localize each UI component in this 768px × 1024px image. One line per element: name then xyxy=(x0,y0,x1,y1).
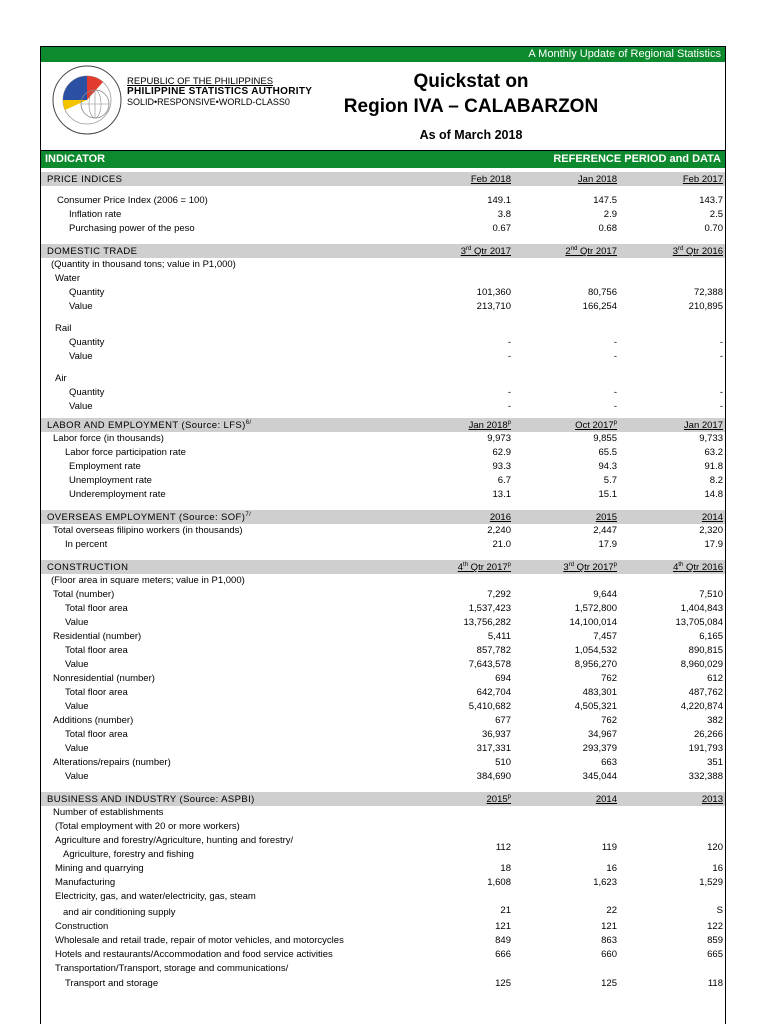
row-value: 384,690 xyxy=(476,771,511,782)
row-value: 0.70 xyxy=(704,223,723,234)
price-row xyxy=(41,222,725,236)
row-label: Residential (number) xyxy=(53,631,142,642)
row-value: 8,960,029 xyxy=(680,659,723,670)
row-label: (Total employment with 20 or more workers) xyxy=(55,821,240,832)
construction-header xyxy=(41,560,725,574)
business-row xyxy=(41,876,725,890)
row-label: (Floor area in square meters; value in P1,000) xyxy=(51,575,245,586)
row-value: - xyxy=(507,337,511,348)
row-value: 125 xyxy=(495,978,511,989)
row-label: and air conditioning supply xyxy=(63,907,176,918)
row-value: 15.1 xyxy=(598,489,617,500)
row-label: Inflation rate xyxy=(69,209,122,220)
row-label: Agriculture, forestry and fishing xyxy=(63,849,194,860)
report-header xyxy=(41,62,725,151)
business-industry-period-3: 2013 xyxy=(701,794,723,805)
business-establishments-label xyxy=(41,806,725,820)
row-value: - xyxy=(507,351,511,362)
row-value: 3.8 xyxy=(497,209,511,220)
row-value: 34,967 xyxy=(587,729,617,740)
construction-period-3: 4th Qtr 2016 xyxy=(673,561,723,573)
row-label: Total overseas filipino workers (in thousands) xyxy=(53,525,243,536)
row-label: Agriculture and forestry/Agriculture, hunting and forestry/ xyxy=(55,835,294,846)
row-value: 612 xyxy=(707,673,723,684)
trade-row xyxy=(41,336,725,350)
row-label: Value xyxy=(65,617,89,628)
row-value: 7,510 xyxy=(699,589,723,600)
construction-row xyxy=(41,602,725,616)
row-value: 6.7 xyxy=(497,475,511,486)
row-value: 762 xyxy=(601,715,617,726)
row-value: - xyxy=(613,401,617,412)
agency-block xyxy=(127,77,312,107)
domestic-trade-period-3: 3rd Qtr 2016 xyxy=(672,245,723,257)
construction-row xyxy=(41,728,725,742)
row-value: 21.0 xyxy=(492,539,511,550)
row-value: 762 xyxy=(601,673,617,684)
row-label: Quantity xyxy=(69,287,105,298)
labor-employment-period-2: Oct 2017$^p$ xyxy=(575,419,617,431)
row-value: 65.5 xyxy=(598,447,617,458)
price-indices-header xyxy=(41,172,725,186)
row-value: 80,756 xyxy=(587,287,617,298)
row-label: Value xyxy=(69,401,93,412)
row-value: 13.1 xyxy=(492,489,511,500)
row-value: 101,360 xyxy=(476,287,511,298)
row-label: Hotels and restaurants/Accommodation and food service activities xyxy=(55,949,333,960)
business-row xyxy=(41,934,725,948)
row-label: Water xyxy=(55,273,80,284)
row-label: Manufacturing xyxy=(55,877,116,888)
row-value: - xyxy=(613,337,617,348)
row-value: 8,956,270 xyxy=(574,659,617,670)
trade-water xyxy=(41,272,725,286)
trade-air xyxy=(41,372,725,386)
price-indices-period-1: Feb 2018 xyxy=(470,174,511,185)
row-label: Quantity xyxy=(69,337,105,348)
row-value: 4,220,874 xyxy=(680,701,723,712)
row-value: 1,404,843 xyxy=(680,603,723,614)
labor-row xyxy=(41,446,725,460)
psa-logo-icon xyxy=(51,64,123,136)
business-row xyxy=(41,834,725,862)
row-value: 122 xyxy=(707,921,723,932)
row-value: 14.8 xyxy=(704,489,723,500)
row-value: 18 xyxy=(500,863,511,874)
row-label: Unemployment rate xyxy=(69,475,152,486)
row-label: Value xyxy=(65,743,89,754)
row-value: 21 xyxy=(500,905,511,916)
row-label: Consumer Price Index (2006 = 100) xyxy=(57,195,208,206)
labor-row xyxy=(41,432,725,446)
row-value: - xyxy=(719,351,723,362)
row-value: 9,973 xyxy=(487,433,511,444)
row-value: 62.9 xyxy=(492,447,511,458)
construction-row xyxy=(41,588,725,602)
labor-employment-header xyxy=(41,418,725,432)
row-label: Value xyxy=(65,771,89,782)
business-row xyxy=(41,890,725,920)
row-value: 1,623 xyxy=(593,877,617,888)
row-label: Quantity xyxy=(69,387,105,398)
quickstat-sheet xyxy=(40,46,726,1024)
row-label: Mining and quarrying xyxy=(55,863,144,874)
overseas-employment-title: OVERSEAS EMPLOYMENT (Source: SOF) xyxy=(47,512,246,523)
overseas-row xyxy=(41,538,725,552)
row-value: 149.1 xyxy=(487,195,511,206)
row-value: 191,793 xyxy=(688,743,723,754)
business-industry-period-2: 2014 xyxy=(595,794,617,805)
construction-row xyxy=(41,756,725,770)
row-value: 483,301 xyxy=(582,687,617,698)
agency-motto: SOLID•RESPONSIVE•WORLD-CLASS0 xyxy=(127,97,290,107)
row-value: - xyxy=(719,387,723,398)
row-value: S xyxy=(716,905,723,916)
trade-row xyxy=(41,400,725,414)
row-value: 9,733 xyxy=(699,433,723,444)
row-label: Labor force participation rate xyxy=(65,447,186,458)
row-label: (Quantity in thousand tons; value in P1,000) xyxy=(51,259,236,270)
overseas-employment-period-2: 2015 xyxy=(595,512,617,523)
row-value: 94.3 xyxy=(598,461,617,472)
trade-row xyxy=(41,350,725,364)
row-value: - xyxy=(719,337,723,348)
overseas-employment-period-3: 2014 xyxy=(701,512,723,523)
row-value: 147.5 xyxy=(593,195,617,206)
row-value: 487,762 xyxy=(688,687,723,698)
row-value: 13,705,084 xyxy=(675,617,723,628)
labor-employment-period-1: Jan 2018$^p$ xyxy=(468,419,511,431)
row-value: 2.9 xyxy=(603,209,617,220)
row-value: - xyxy=(719,401,723,412)
row-label: In percent xyxy=(65,539,108,550)
business-row xyxy=(41,948,725,962)
business-row xyxy=(41,920,725,934)
business-industry-header xyxy=(41,792,725,806)
row-label: Electricity, gas, and water/electricity, gas, steam xyxy=(55,891,256,902)
domestic-trade-period-1: 3rd Qtr 2017 xyxy=(460,245,511,257)
construction-row xyxy=(41,770,725,784)
construction-row xyxy=(41,616,725,630)
row-value: 14,100,014 xyxy=(569,617,617,628)
row-value: 863 xyxy=(601,935,617,946)
overseas-employment-header xyxy=(41,510,725,524)
row-value: 2,320 xyxy=(699,525,723,536)
row-label: Underemployment rate xyxy=(69,489,166,500)
row-value: 0.68 xyxy=(598,223,617,234)
row-value: 1,529 xyxy=(699,877,723,888)
row-label: Value xyxy=(65,659,89,670)
row-value: 293,379 xyxy=(582,743,617,754)
row-value: 119 xyxy=(601,842,617,853)
row-label: Total floor area xyxy=(65,645,128,656)
trade-rail xyxy=(41,322,725,336)
row-value: 859 xyxy=(707,935,723,946)
construction-note xyxy=(41,574,725,588)
row-value: 8.2 xyxy=(709,475,723,486)
row-value: 666 xyxy=(495,949,511,960)
row-value: 510 xyxy=(495,757,511,768)
row-value: 4,505,321 xyxy=(574,701,617,712)
row-value: 1,537,423 xyxy=(468,603,511,614)
row-value: 125 xyxy=(601,978,617,989)
row-label: Nonresidential (number) xyxy=(53,673,155,684)
row-value: - xyxy=(507,387,511,398)
row-value: 351 xyxy=(707,757,723,768)
business-industry-period-1: 2015$^p$ xyxy=(486,793,511,805)
row-value: 91.8 xyxy=(704,461,723,472)
reference-period-label: REFERENCE PERIOD and DATA xyxy=(553,153,721,165)
row-value: - xyxy=(613,387,617,398)
row-label: Construction xyxy=(55,921,109,932)
row-label: Value xyxy=(69,351,93,362)
row-value: 16 xyxy=(606,863,617,874)
indicator-label: INDICATOR xyxy=(45,153,106,165)
row-value: 857,782 xyxy=(476,645,511,656)
row-value: 210,895 xyxy=(688,301,723,312)
row-value: 1,572,800 xyxy=(574,603,617,614)
construction-row xyxy=(41,672,725,686)
row-value: 36,937 xyxy=(481,729,511,740)
construction-row xyxy=(41,658,725,672)
row-value: 9,855 xyxy=(593,433,617,444)
labor-employment-title: LABOR AND EMPLOYMENT (Source: LFS) xyxy=(47,420,246,431)
overseas-employment-period-1: 2016 xyxy=(489,512,511,523)
overseas-employment-title-note: 7/ xyxy=(245,511,252,518)
construction-row xyxy=(41,714,725,728)
price-indices-period-3: Feb 2017 xyxy=(682,174,723,185)
row-value: - xyxy=(507,401,511,412)
indicator-table xyxy=(41,168,725,992)
price-indices-title: PRICE INDICES xyxy=(47,174,123,185)
labor-row xyxy=(41,460,725,474)
row-value: 72,388 xyxy=(693,287,723,298)
indicator-bar xyxy=(41,151,725,168)
row-value: 213,710 xyxy=(476,301,511,312)
row-label: Value xyxy=(65,701,89,712)
trade-row xyxy=(41,300,725,314)
row-label: Number of establishments xyxy=(53,807,164,818)
row-value: 22 xyxy=(606,905,617,916)
row-value: 2,240 xyxy=(487,525,511,536)
row-label: Total floor area xyxy=(65,729,128,740)
row-label: Transportation/Transport, storage and communications/ xyxy=(55,963,289,974)
row-value: 93.3 xyxy=(492,461,511,472)
construction-period-2: 3rd Qtr 2017$^p$ xyxy=(563,561,617,573)
row-value: 642,704 xyxy=(476,687,511,698)
row-value: 6,165 xyxy=(699,631,723,642)
labor-employment-title-note: 6/ xyxy=(245,419,252,426)
row-value: 5,411 xyxy=(487,631,511,642)
construction-row xyxy=(41,686,725,700)
labor-row xyxy=(41,474,725,488)
business-industry-title: BUSINESS AND INDUSTRY (Source: ASPBI) xyxy=(47,794,255,805)
row-value: 332,388 xyxy=(688,771,723,782)
row-value: 665 xyxy=(707,949,723,960)
row-value: 677 xyxy=(495,715,511,726)
row-label: Total floor area xyxy=(65,603,128,614)
construction-row xyxy=(41,742,725,756)
price-row xyxy=(41,208,725,222)
construction-row xyxy=(41,644,725,658)
construction-row xyxy=(41,630,725,644)
report-title xyxy=(341,70,601,142)
agency-name: PHILIPPINE STATISTICS AUTHORITY xyxy=(127,86,313,97)
row-value: 26,266 xyxy=(693,729,723,740)
top-banner: A Monthly Update of Regional Statistics xyxy=(41,47,725,62)
row-value: 663 xyxy=(601,757,617,768)
row-label: Total (number) xyxy=(53,589,115,600)
row-value: 7,457 xyxy=(593,631,617,642)
construction-row xyxy=(41,700,725,714)
row-label: Rail xyxy=(55,323,72,334)
row-label: Value xyxy=(69,301,93,312)
row-value: 16 xyxy=(712,863,723,874)
row-value: 120 xyxy=(707,842,723,853)
trade-note xyxy=(41,258,725,272)
business-row xyxy=(41,862,725,876)
row-value: 0.67 xyxy=(492,223,511,234)
row-label: Air xyxy=(55,373,67,384)
overseas-row xyxy=(41,524,725,538)
row-value: 17.9 xyxy=(598,539,617,550)
row-value: 382 xyxy=(707,715,723,726)
row-value: 5.7 xyxy=(603,475,617,486)
trade-row xyxy=(41,386,725,400)
row-label: Wholesale and retail trade, repair of motor vehicles, and motorcycles xyxy=(55,935,344,946)
trade-row xyxy=(41,286,725,300)
row-value: 17.9 xyxy=(704,539,723,550)
price-row xyxy=(41,194,725,208)
row-value: 2,447 xyxy=(593,525,617,536)
row-value: 1,054,532 xyxy=(574,645,617,656)
row-label: Employment rate xyxy=(69,461,141,472)
row-value: 317,331 xyxy=(476,743,511,754)
business-row xyxy=(41,962,725,992)
row-value: 112 xyxy=(495,842,511,853)
row-value: 166,254 xyxy=(582,301,617,312)
row-value: 660 xyxy=(601,949,617,960)
row-value: 121 xyxy=(495,921,511,932)
row-value: 143.7 xyxy=(699,195,723,206)
row-label: Labor force (in thousands) xyxy=(53,433,164,444)
row-value: 1,608 xyxy=(487,877,511,888)
row-value: 7,643,578 xyxy=(468,659,511,670)
row-value: 63.2 xyxy=(704,447,723,458)
row-value: 849 xyxy=(495,935,511,946)
row-value: 5,410,682 xyxy=(468,701,511,712)
row-label: Additions (number) xyxy=(53,715,134,726)
domestic-trade-period-2: 2nd Qtr 2017 xyxy=(565,245,617,257)
row-label: Purchasing power of the peso xyxy=(69,223,195,234)
agency-republic: REPUBLIC OF THE PHILIPPINES xyxy=(127,76,274,87)
title-line1: Quickstat on xyxy=(413,71,529,92)
construction-title: CONSTRUCTION xyxy=(47,562,129,573)
row-label: Alterations/repairs (number) xyxy=(53,757,171,768)
row-value: 7,292 xyxy=(487,589,511,600)
row-label: Total floor area xyxy=(65,687,128,698)
labor-employment-period-3: Jan 2017 xyxy=(683,420,723,431)
row-value: 345,044 xyxy=(582,771,617,782)
labor-row xyxy=(41,488,725,502)
domestic-trade-header xyxy=(41,244,725,258)
row-value: 121 xyxy=(601,921,617,932)
row-value: 9,644 xyxy=(593,589,617,600)
title-date: As of March 2018 xyxy=(419,128,523,142)
price-indices-period-2: Jan 2018 xyxy=(577,174,617,185)
construction-period-1: 4th Qtr 2017$^p$ xyxy=(457,561,511,573)
row-value: 694 xyxy=(495,673,511,684)
row-value: 118 xyxy=(707,978,723,989)
title-line2: Region IVA – CALABARZON xyxy=(343,96,599,117)
row-label: Transport and storage xyxy=(65,978,159,989)
row-value: 2.5 xyxy=(709,209,723,220)
row-value: - xyxy=(613,351,617,362)
business-employment-label xyxy=(41,820,725,834)
row-value: 13,756,282 xyxy=(463,617,511,628)
domestic-trade-title: DOMESTIC TRADE xyxy=(47,246,138,257)
row-value: 890,815 xyxy=(688,645,723,656)
